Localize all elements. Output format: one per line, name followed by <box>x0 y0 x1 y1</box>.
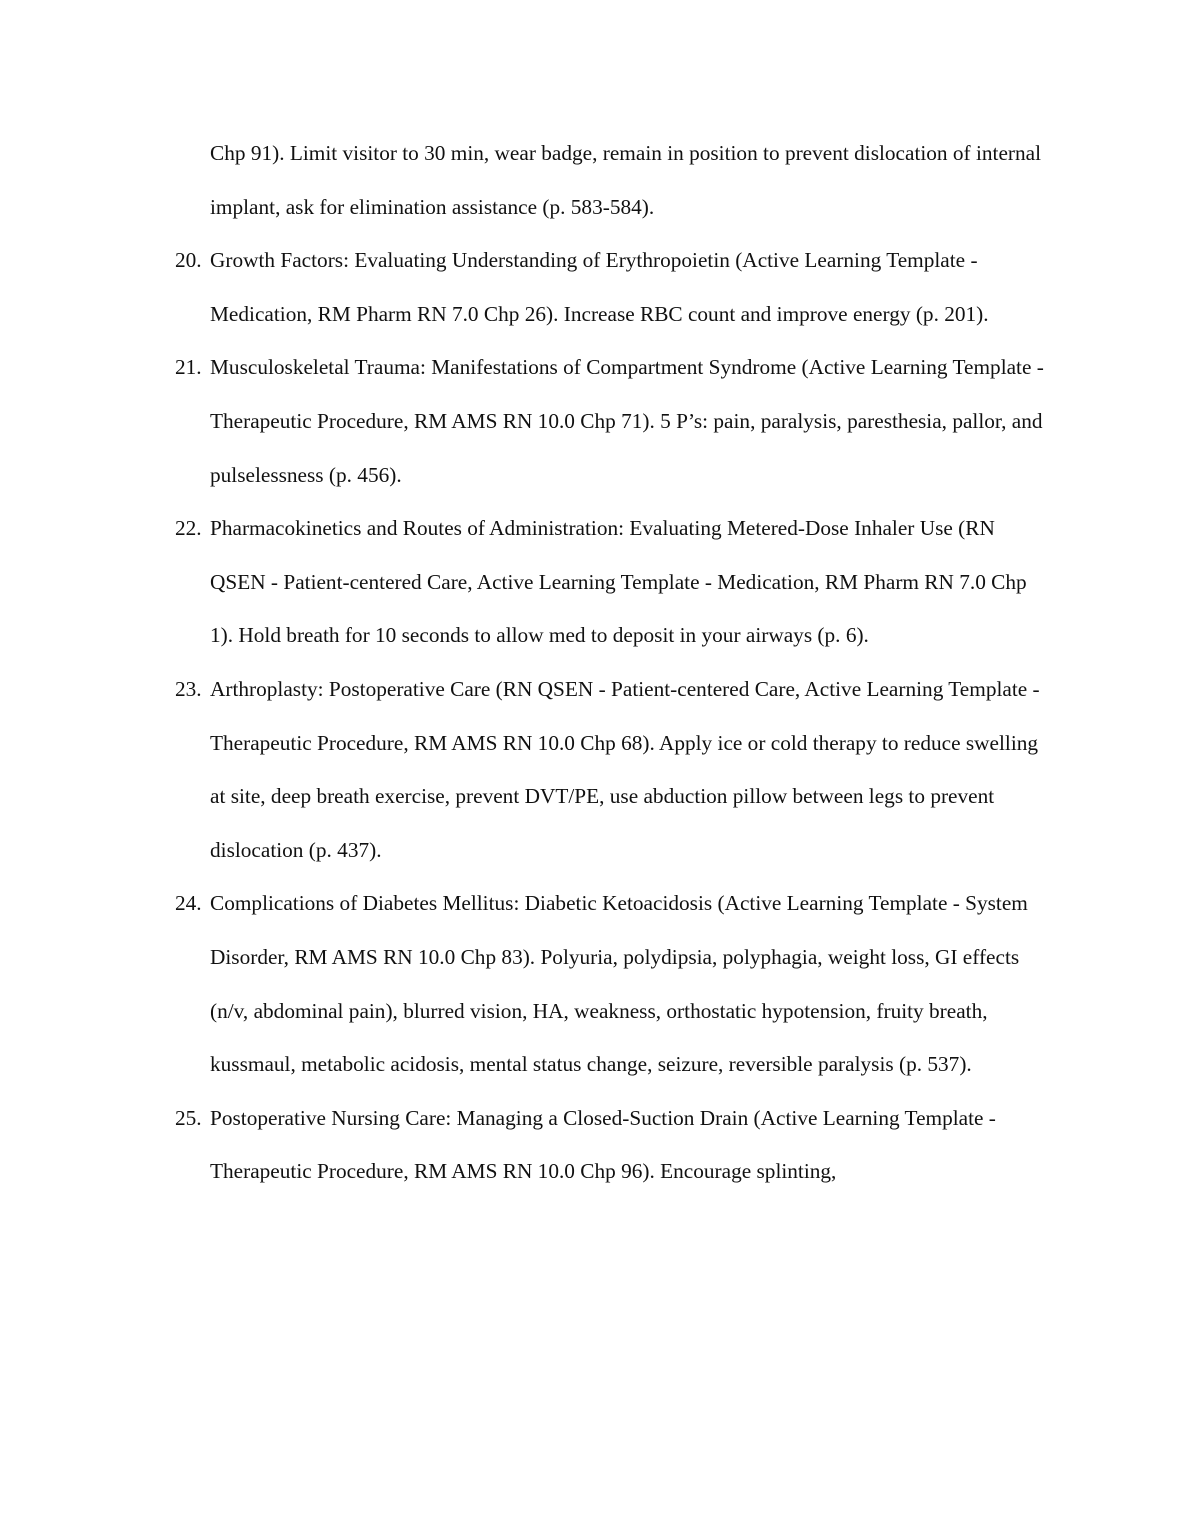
document-body <box>175 127 1055 1199</box>
list-item-text: Pharmacokinetics and Routes of Administration: Evaluating Metered-Dose Inhaler Use (RN QSEN - Patient-centered Care, Active Learning Template - Medication, RM Pharm RN 7.0 Chp 1). Hold breath for 10 seconds to allow med to deposit in your airways (p. 6). <box>210 516 1027 648</box>
list-item-number: 25. <box>175 1105 202 1130</box>
list-item-number: 24. <box>175 891 202 916</box>
list-item <box>175 502 1055 663</box>
list-item-text: Arthroplasty: Postoperative Care (RN QSEN - Patient-centered Care, Active Learning Template - Therapeutic Procedure, RM AMS RN 10.0 Chp 68). Apply ice or cold therapy to reduce swelling at site, deep breath exercise, prevent DVT/PE, use abduction pillow between legs to prevent dislocation (p. 437). <box>210 676 1040 862</box>
list-item <box>175 663 1055 877</box>
list-item-text: Growth Factors: Evaluating Understanding of Erythropoietin (Active Learning Template - Medication, RM Pharm RN 7.0 Chp 26). Increase RBC count and improve energy (p. 201). <box>210 248 989 326</box>
list-item <box>175 341 1055 502</box>
list-item-number: 20. <box>175 248 202 273</box>
list-item-number: 22. <box>175 516 202 541</box>
list-item-text: Complications of Diabetes Mellitus: Diabetic Ketoacidosis (Active Learning Template - System Disorder, RM AMS RN 10.0 Chp 83). Polyuria, polydipsia, polyphagia, weight loss, GI effects (n/v, abdominal pain), blurred vision, HA, weakness, orthostatic hypotension, fruity breath, kussmaul, metabolic acidosis, mental status change, seizure, reversible paralysis (p. 537). <box>210 891 1028 1077</box>
list-item-number: 23. <box>175 676 202 701</box>
list-item <box>175 1092 1055 1199</box>
list-item <box>175 234 1055 341</box>
list-item <box>175 877 1055 1091</box>
list-item-text: Musculoskeletal Trauma: Manifestations of Compartment Syndrome (Active Learning Template - Therapeutic Procedure, RM AMS RN 10.0 Chp 71). 5 P’s: pain, paralysis, paresthesia, pallor, and pulselessness (p. 456). <box>210 355 1044 487</box>
list-item-text: Postoperative Nursing Care: Managing a Closed-Suction Drain (Active Learning Template - Therapeutic Procedure, RM AMS RN 10.0 Chp 96). Encourage splinting, <box>210 1105 996 1184</box>
list-item-number: 21. <box>175 355 202 380</box>
continuation-paragraph: Chp 91). Limit visitor to 30 min, wear badge, remain in position to prevent dislocation of internal implant, ask for elimination assistance (p. 583-584). <box>210 141 1042 219</box>
